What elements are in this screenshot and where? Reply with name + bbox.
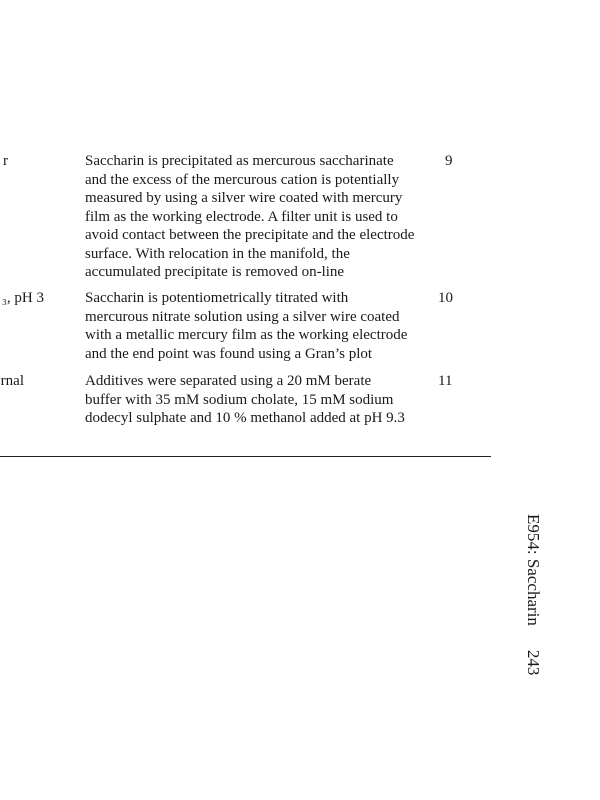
description-line: accumulated precipitate is removed on-line [85, 264, 345, 280]
row-description [85, 152, 450, 282]
description-line: Saccharin is potentiometrically titrated with [85, 290, 349, 306]
running-head [523, 514, 543, 675]
page-number: 243 [524, 649, 543, 676]
description-line: Additives were separated using a 20 mM berate [85, 373, 372, 389]
row-left-cell: r [3, 153, 8, 169]
description-line: film as the working electrode. A filter unit is used to [85, 208, 398, 225]
row-left-cell: ₃, pH 3 [1, 290, 44, 306]
reference-number: 9 [445, 153, 453, 169]
description-line: Saccharin is precipitated as mercurous saccharinate [85, 153, 394, 169]
description-line: with a metallic mercury film as the working electrode [85, 327, 408, 343]
row-left-cell: rnal [0, 373, 24, 389]
description-line: and the end point was found using a Gran’s plot [85, 345, 373, 362]
description-line: and the excess of the mercurous cation is potentially [85, 171, 400, 188]
description-line: avoid contact between the precipitate and the electrode [85, 227, 415, 243]
row-description [85, 372, 453, 428]
running-head-title: E954: Saccharin [524, 514, 543, 626]
description-line: dodecyl sulphate and 10 % methanol added at pH 9.3 [85, 410, 405, 426]
reference-number: 10 [438, 290, 453, 306]
table-bottom-rule [0, 456, 491, 457]
description-line: surface. With relocation in the manifold, the [85, 245, 350, 262]
description-line: measured by using a silver wire coated with mercury [85, 190, 403, 206]
description-line: buffer with 35 mM sodium cholate, 15 mM sodium [85, 391, 394, 408]
reference-number: 11 [438, 373, 453, 389]
row-description [85, 289, 450, 363]
description-line: mercurous nitrate solution using a silver wire coated [85, 308, 400, 325]
